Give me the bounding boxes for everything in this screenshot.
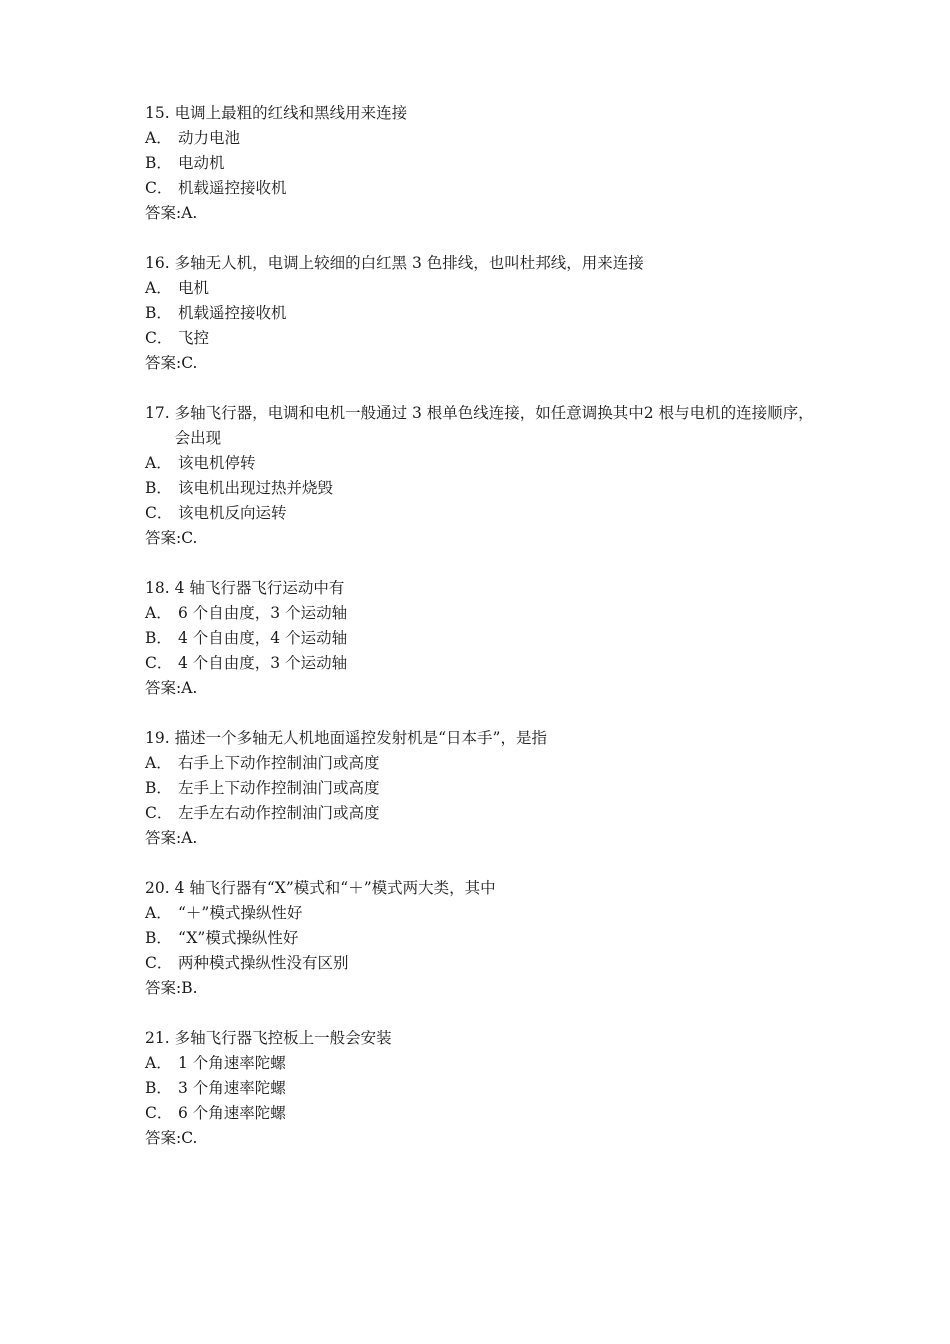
question-text: 4 轴飞行器有“X”模式和“＋”模式两大类，其中 bbox=[174, 879, 496, 897]
option-letter: B． bbox=[145, 929, 172, 947]
answer-line: 答案:C. bbox=[145, 529, 198, 547]
option-c bbox=[145, 1101, 825, 1126]
option-letter: C． bbox=[145, 329, 173, 347]
answer-line: 答案:A. bbox=[145, 204, 198, 222]
option-text: 该电机出现过热并烧毁 bbox=[178, 479, 334, 497]
question-number: 21. bbox=[145, 1029, 170, 1047]
answer-line: 答案:A. bbox=[145, 679, 198, 697]
option-c bbox=[145, 501, 825, 526]
question-stem bbox=[145, 401, 825, 451]
option-letter: B． bbox=[145, 779, 172, 797]
option-text: 电动机 bbox=[178, 154, 225, 172]
question-stem bbox=[145, 101, 825, 126]
option-letter: C． bbox=[145, 504, 173, 522]
option-c bbox=[145, 801, 825, 826]
question-number: 15. bbox=[145, 104, 170, 122]
question-text: 电调上最粗的红线和黑线用来连接 bbox=[174, 104, 408, 122]
question-text: 多轴无人机，电调上较细的白红黑 3 色排线，也叫杜邦线，用来连接 bbox=[174, 254, 644, 272]
option-b bbox=[145, 926, 825, 951]
option-a bbox=[145, 451, 825, 476]
option-letter: C． bbox=[145, 1104, 173, 1122]
question-stem bbox=[145, 876, 825, 901]
question-stem bbox=[145, 1026, 825, 1051]
option-a bbox=[145, 601, 825, 626]
question-number: 19. bbox=[145, 729, 170, 747]
question-stem bbox=[145, 576, 825, 601]
option-text: 1 个角速率陀螺 bbox=[178, 1054, 286, 1072]
option-text: “＋”模式操纵性好 bbox=[178, 904, 303, 922]
option-letter: B． bbox=[145, 304, 172, 322]
option-text: 6 个角速率陀螺 bbox=[178, 1104, 286, 1122]
question-17 bbox=[145, 401, 825, 551]
question-18 bbox=[145, 576, 825, 701]
option-a bbox=[145, 901, 825, 926]
option-text: 6 个自由度，3 个运动轴 bbox=[178, 604, 348, 622]
option-text: 两种模式操纵性没有区别 bbox=[178, 954, 349, 972]
answer-line: 答案:A. bbox=[145, 829, 198, 847]
question-text: 多轴飞行器飞控板上一般会安装 bbox=[174, 1029, 392, 1047]
option-text: 机载遥控接收机 bbox=[178, 179, 287, 197]
question-number: 20. bbox=[145, 879, 170, 897]
option-c bbox=[145, 326, 825, 351]
option-text: 左手上下动作控制油门或高度 bbox=[178, 779, 380, 797]
option-a bbox=[145, 276, 825, 301]
option-letter: B． bbox=[145, 1079, 172, 1097]
question-text: 描述一个多轴无人机地面遥控发射机是“日本手”，是指 bbox=[174, 729, 547, 747]
question-21 bbox=[145, 1026, 825, 1151]
question-19 bbox=[145, 726, 825, 851]
option-letter: A． bbox=[145, 454, 172, 472]
option-text: 电机 bbox=[178, 279, 210, 297]
question-16 bbox=[145, 251, 825, 376]
question-text: 4 轴飞行器飞行运动中有 bbox=[174, 579, 345, 597]
answer-line: 答案:C. bbox=[145, 354, 198, 372]
option-b bbox=[145, 1076, 825, 1101]
option-a bbox=[145, 1051, 825, 1076]
option-b bbox=[145, 776, 825, 801]
option-text: 飞控 bbox=[178, 329, 210, 347]
option-letter: A． bbox=[145, 1054, 172, 1072]
option-c bbox=[145, 951, 825, 976]
option-a bbox=[145, 751, 825, 776]
option-letter: C． bbox=[145, 654, 173, 672]
option-letter: C． bbox=[145, 179, 173, 197]
option-text: 该电机停转 bbox=[178, 454, 256, 472]
option-text: 机载遥控接收机 bbox=[178, 304, 287, 322]
option-text: 左手左右动作控制油门或高度 bbox=[178, 804, 380, 822]
option-letter: A． bbox=[145, 904, 172, 922]
question-15 bbox=[145, 101, 825, 226]
option-letter: C． bbox=[145, 804, 173, 822]
option-text: 3 个角速率陀螺 bbox=[178, 1079, 286, 1097]
option-text: 4 个自由度，3 个运动轴 bbox=[178, 654, 348, 672]
option-letter: B． bbox=[145, 479, 172, 497]
option-letter: C． bbox=[145, 954, 173, 972]
option-letter: A． bbox=[145, 604, 172, 622]
question-list bbox=[145, 101, 825, 1176]
option-letter: B． bbox=[145, 154, 172, 172]
option-letter: B． bbox=[145, 629, 172, 647]
question-text: 多轴飞行器，电调和电机一般通过 3 根单色线连接，如任意调换其中2 根与电机的连接顺序，会出现 bbox=[174, 404, 814, 447]
option-text: 右手上下动作控制油门或高度 bbox=[178, 754, 380, 772]
option-text: 动力电池 bbox=[178, 129, 241, 147]
option-letter: A． bbox=[145, 279, 172, 297]
option-text: 该电机反向运转 bbox=[178, 504, 287, 522]
option-a bbox=[145, 126, 825, 151]
option-text: 4 个自由度，4 个运动轴 bbox=[178, 629, 348, 647]
question-stem bbox=[145, 251, 825, 276]
option-b bbox=[145, 151, 825, 176]
option-b bbox=[145, 301, 825, 326]
option-b bbox=[145, 626, 825, 651]
question-number: 17. bbox=[145, 404, 170, 422]
option-text: “X”模式操纵性好 bbox=[178, 929, 299, 947]
option-letter: A． bbox=[145, 129, 172, 147]
question-number: 18. bbox=[145, 579, 170, 597]
option-letter: A． bbox=[145, 754, 172, 772]
answer-line: 答案:B. bbox=[145, 979, 198, 997]
option-b bbox=[145, 476, 825, 501]
option-c bbox=[145, 651, 825, 676]
question-number: 16. bbox=[145, 254, 170, 272]
question-stem bbox=[145, 726, 825, 751]
answer-line: 答案:C. bbox=[145, 1129, 198, 1147]
question-20 bbox=[145, 876, 825, 1001]
option-c bbox=[145, 176, 825, 201]
